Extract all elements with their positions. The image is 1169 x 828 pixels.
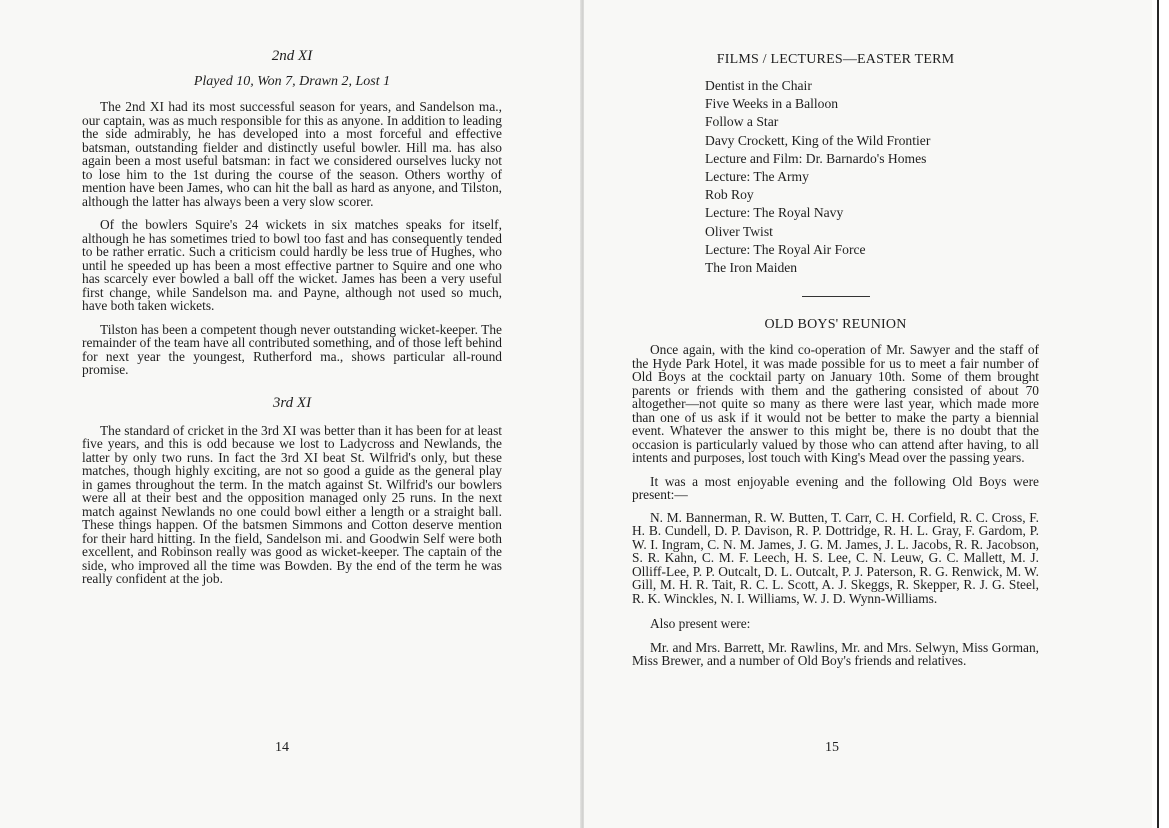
reunion-heading: OLD BOYS' REUNION [764, 317, 907, 333]
page-number-right: 15 [825, 740, 839, 755]
film-item: The Iron Maiden [705, 260, 798, 276]
film-item: Follow a Star [705, 114, 779, 130]
right-page-content [632, 0, 1039, 668]
second-eleven-paragraph-3: Tilston has been a competent though never outstanding wicket-keeper. The remainder of the team have all contributed something, and of those left behind for next year the youngest, Rutherford ma., shows particular all-round promise. [82, 321, 502, 377]
film-item: Davy Crockett, King of the Wild Frontier [705, 132, 931, 148]
left-page [0, 0, 583, 828]
also-present-heading: Also present were: [650, 616, 751, 632]
film-item: Lecture and Film: Dr. Barnardo's Homes [705, 150, 927, 166]
film-item: Rob Roy [705, 187, 754, 203]
reunion-present-intro: It was a most enjoyable evening and the following Old Boys were present:— [632, 473, 1039, 503]
page-edge [1152, 0, 1169, 828]
films-heading: FILMS / LECTURES—EASTER TERM [716, 52, 955, 67]
also-present-names: Mr. and Mrs. Barrett, Mr. Rawlins, Mr. and Mrs. Selwyn, Miss Gorman, Miss Brewer, and a number of Old Boy's friends and relatives. [632, 639, 1039, 669]
second-eleven-record: Played 10, Won 7, Drawn 2, Lost 1 [193, 74, 391, 89]
third-eleven-heading: 3rd XI [272, 394, 312, 411]
film-item: Oliver Twist [705, 223, 773, 239]
section-divider [802, 296, 870, 297]
right-page [584, 0, 1152, 828]
film-item: Dentist in the Chair [705, 78, 812, 93]
old-boys-names: N. M. Bannerman, R. W. Butten, T. Carr, C. H. Corfield, R. C. Cross, F. H. B. Cundell, D. P. Davison, R. P. Dottridge, R. H. L. Gray, F. Gardom, P. W. I. Ingram, C. N. M. James, J. G. M. James, J. L. Jacobs, R. R. Jacobson, S. R. Kahn, C. M. F. Leech, H. S. Lee, C. N. Leuw, G. C. Mallett, M. J. Olliff-Lee, P. P. Outcalt, D. L. Outcalt, P. J. Paterson, R. G. Renwick, M. W. Gill, M. H. R. Tait, R. C. L. Scott, A. J. Skeggs, R. Skepper, R. J. G. Steel, R. K. Winckles, N. I. Williams, W. J. D. Wynn-Williams. [632, 509, 1039, 606]
second-eleven-heading: 2nd XI [271, 48, 313, 64]
second-eleven-paragraph-1: The 2nd XI had its most successful season for years, and Sandelson ma., our captain, was as much responsible for this as anyone. In addition to leading the side admirably, he has developed into a most forceful and effective batsman, outstanding fielder and distinctly useful bowler. Hill ma. has also again been a most useful batsman: in fact we considered ourselves lucky not to lose him to the 1st during the course of the season. Others worthy of mention have been James, who can hit the ball as hard as anyone, and Tilston, although the latter has always been a very slow scorer. [82, 99, 502, 209]
second-eleven-paragraph-2: Of the bowlers Squire's 24 wickets in six matches speaks for itself, although he has sometimes tried to bowl too fast and has consequently tended to be rather erratic. Such a criticism could hardly be less true of Hughes, who until he speeded up has been a most effective partner to Squire and one who has scarcely ever bowled a ball off the wicket. James has been a very useful first change, while Sandelson ma. and Payne, although not used so much, have both taken wickets. [82, 217, 502, 313]
left-page-content [82, 0, 502, 586]
film-item: Lecture: The Army [705, 169, 809, 185]
reunion-paragraph: Once again, with the kind co-operation of Mr. Sawyer and the staff of the Hyde Park Hotel, it was made possible for us to meet a fair number of Old Boys at the cocktail party on January 10th. Some of them brought parents or friends with them and the gathering consisted of about 70 altogether—not quite so many as there were last year, which made more than one of us ask if it would not be better to make the party a biennial event. Whatever the answer to this might be, there is no doubt that the occasion is particularly valued by those who can attend after having, to all intents and purposes, lost touch with King's Mead over the passing years. [632, 342, 1039, 466]
films-list [632, 77, 1039, 277]
third-eleven-paragraph: The standard of cricket in the 3rd XI was better than it has been for at least five years, and this is odd because we lost to Ladycross and Newlands, the latter by only two runs. In fact the 3rd XI beat St. Wilfrid's only, but these matches, though highly exciting, are not so good a guide as the general play in games throughout the term. In the match against St. Wilfrid's our bowlers were all at their best and the opposition managed only 25 runs. In the next match against Newlands no one could bowl either a length or a straight ball. These things happen. Of the batsmen Simmons and Cotton deserve mention for their hard hitting. In the field, Sandelson mi. and Goodwin Self were both excellent, and Robinson really was good as wicket-keeper. The captain of the side, who improved all the time was Bowden. By the end of the term he was really confident at the job. [82, 422, 502, 586]
film-item: Lecture: The Royal Air Force [705, 241, 866, 257]
film-item: Five Weeks in a Balloon [705, 96, 839, 112]
film-item: Lecture: The Royal Navy [705, 205, 844, 221]
page-number-left: 14 [275, 740, 289, 755]
